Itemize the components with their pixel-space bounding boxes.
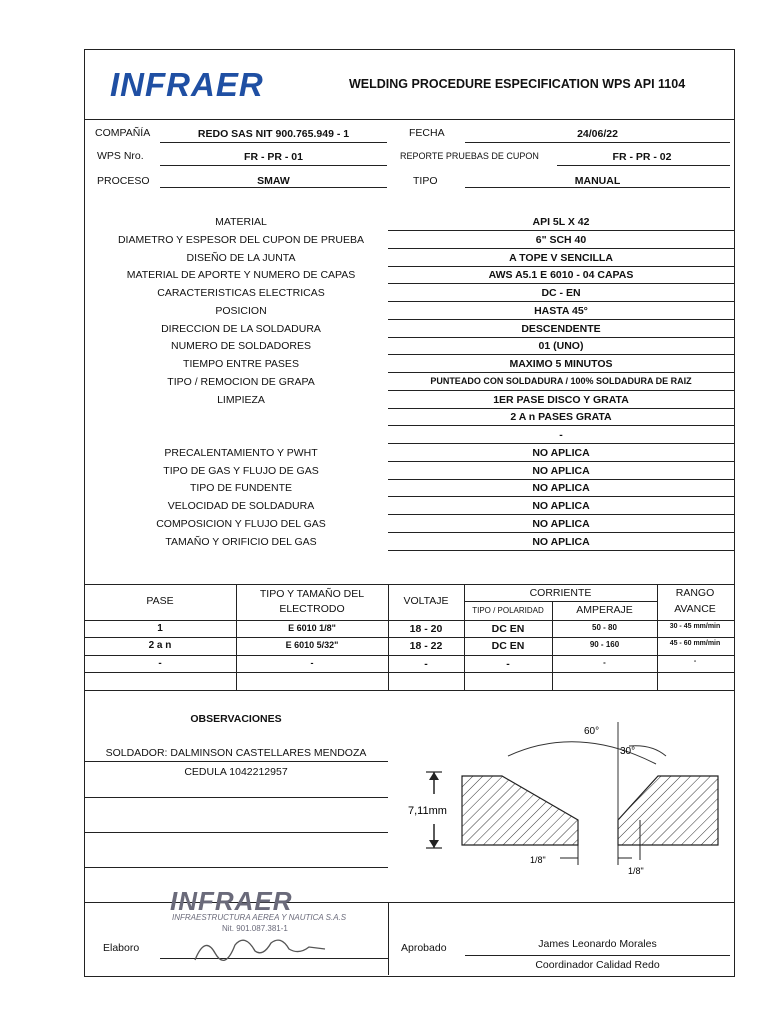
col-rango: RANGO <box>675 587 715 599</box>
table-col-line-1 <box>236 584 237 690</box>
observaciones-title: OBSERVACIONES <box>190 713 282 725</box>
param-value: NO APLICA <box>532 518 590 530</box>
col-avance: AVANCE <box>674 603 716 615</box>
fecha-label: FECHA <box>409 127 445 139</box>
wps-underline <box>160 165 387 166</box>
table-cell-voltaje: - <box>424 658 428 670</box>
table-cell-voltaje: 18 - 22 <box>409 640 443 652</box>
table-cell-polaridad: DC EN <box>491 640 525 652</box>
col-electrodo: TIPO Y TAMAÑO DEL ELECTRODO <box>259 588 365 615</box>
right-plate <box>618 776 718 845</box>
tipo-label: TIPO <box>413 175 438 187</box>
root-face-text: 1/8" <box>628 866 644 876</box>
param-underline <box>388 479 734 480</box>
angle-60-text: 60° <box>584 726 600 737</box>
param-underline <box>388 532 734 533</box>
soldador-text: SOLDADOR: DALMINSON CASTELLARES MENDOZA <box>105 747 367 759</box>
wps-label: WPS Nro. <box>97 150 144 162</box>
col-tipo-polaridad: TIPO / POLARIDAD <box>472 606 544 615</box>
compania-value: REDO SAS NIT 900.765.949 - 1 <box>197 128 350 140</box>
table-cell-pase: 2 a n <box>148 640 172 651</box>
obs-line-4 <box>84 867 388 868</box>
param-underline <box>388 550 734 551</box>
param-value: API 5L X 42 <box>532 216 590 228</box>
document-title: WELDING PROCEDURE ESPECIFICATION WPS API 1104 <box>349 77 686 91</box>
param-label: TIPO DE FUNDENTE <box>189 482 293 494</box>
cedula-text: CEDULA 1042212957 <box>184 766 288 778</box>
table-cell-polaridad: DC EN <box>491 623 525 635</box>
param-value: 1ER PASE DISCO Y GRATA <box>493 394 629 406</box>
corriente-divider <box>464 601 657 602</box>
param-underline <box>388 496 734 497</box>
param-label: POSICION <box>215 305 267 317</box>
param-value: PUNTEADO CON SOLDADURA / 100% SOLDADURA DE RAIZ <box>430 376 692 386</box>
reporte-label: REPORTE PRUEBAS DE CUPON <box>400 151 539 161</box>
table-cell-pase: 1 <box>157 623 163 634</box>
param-underline <box>388 354 734 355</box>
param-label: LIMPIEZA <box>217 394 265 406</box>
param-underline <box>388 301 734 302</box>
fecha-value: 24/06/22 <box>577 128 618 140</box>
company-logo: INFRAER <box>110 66 264 103</box>
reporte-underline <box>557 165 730 166</box>
param-value: AWS A5.1 E 6010 - 04 CAPAS <box>488 269 634 281</box>
aprobador-nombre: James Leonardo Morales <box>538 938 657 950</box>
col-corriente: CORRIENTE <box>529 587 592 599</box>
param-underline <box>388 408 734 409</box>
param-label: CARACTERISTICAS ELECTRICAS <box>157 287 325 299</box>
param-value: DESCENDENTE <box>521 323 601 335</box>
col-amperaje: AMPERAJE <box>576 604 633 616</box>
table-header-line <box>84 620 734 621</box>
proceso-value: SMAW <box>257 175 290 187</box>
company-stamp-logo: INFRAER <box>170 886 293 916</box>
table-cell-amperaje: 90 - 160 <box>589 640 620 649</box>
table-cell-amperaje: 50 - 80 <box>592 623 617 632</box>
param-label: TIEMPO ENTRE PASES <box>183 358 299 370</box>
param-value: 01 (UNO) <box>538 340 584 352</box>
obs-line-2 <box>84 797 388 798</box>
table-bottom-line <box>84 690 734 691</box>
param-value: NO APLICA <box>532 447 590 459</box>
param-label: TAMAÑO Y ORIFICIO DEL GAS <box>165 536 317 548</box>
table-row-line-2 <box>84 655 734 656</box>
compania-underline <box>160 142 387 143</box>
thickness-text: 7,11mm <box>408 805 447 817</box>
param-label: TIPO DE GAS Y FLUJO DE GAS <box>163 465 319 477</box>
param-value: NO APLICA <box>532 500 590 512</box>
param-label: DIAMETRO Y ESPESOR DEL CUPON DE PRUEBA <box>117 234 365 246</box>
reporte-value: FR - PR - 02 <box>612 151 672 163</box>
param-value: 6" SCH 40 <box>535 234 587 246</box>
header-divider <box>84 119 734 120</box>
param-label: PRECALENTAMIENTO Y PWHT <box>164 447 318 459</box>
param-label: DIRECCION DE LA SOLDADURA <box>161 323 321 335</box>
obs-box-left <box>84 832 85 867</box>
proceso-label: PROCESO <box>97 175 150 187</box>
param-value: A TOPE V SENCILLA <box>509 252 613 264</box>
elaboro-label: Elaboro <box>103 942 140 954</box>
proceso-underline <box>160 187 387 188</box>
left-plate <box>462 776 578 845</box>
param-label: MATERIAL DE APORTE Y NUMERO DE CAPAS <box>126 269 356 281</box>
param-value: 2 A n PASES GRATA <box>510 411 612 423</box>
table-row-line-3 <box>84 672 734 673</box>
table-top-line <box>84 584 734 585</box>
tipo-underline <box>465 187 730 188</box>
tipo-value: MANUAL <box>574 175 621 187</box>
param-label: DISEÑO DE LA JUNTA <box>186 252 296 264</box>
aprobado-label: Aprobado <box>401 942 447 954</box>
company-stamp-nit: Nit. 901.087.381-1 <box>222 924 288 933</box>
signature <box>185 925 335 965</box>
param-label: VELOCIDAD DE SOLDADURA <box>167 500 315 512</box>
param-underline <box>388 425 734 426</box>
table-cell-electrodo: E 6010 5/32" <box>285 640 339 650</box>
param-value: NO APLICA <box>532 465 590 477</box>
table-cell-electrodo: E 6010 1/8" <box>288 623 336 633</box>
param-underline <box>388 283 734 284</box>
param-value: NO APLICA <box>532 536 590 548</box>
param-value: DC - EN <box>541 287 581 299</box>
table-cell-amperaje: - <box>603 658 606 667</box>
table-cell-pase: - <box>158 658 162 669</box>
table-cell-electrodo: - <box>310 658 314 668</box>
aprobado-line <box>465 955 730 956</box>
param-underline <box>388 266 734 267</box>
param-label: MATERIAL <box>215 216 267 228</box>
table-cell-voltaje: 18 - 20 <box>409 623 443 635</box>
table-col-line-5 <box>657 584 658 690</box>
param-underline <box>388 461 734 462</box>
param-underline <box>388 390 734 391</box>
compania-label: COMPAÑÍA <box>95 127 151 139</box>
table-cell-avance: - <box>693 658 697 665</box>
table-cell-avance: 45 - 60 mm/min <box>669 640 721 647</box>
param-value: MAXIMO 5 MINUTOS <box>509 358 613 370</box>
param-underline <box>388 248 734 249</box>
param-underline <box>388 372 734 373</box>
param-underline <box>388 337 734 338</box>
param-label: COMPOSICION Y FLUJO DEL GAS <box>156 518 326 530</box>
fecha-underline <box>465 142 730 143</box>
param-underline <box>388 443 734 444</box>
table-cell-polaridad: - <box>506 658 510 670</box>
param-label: TIPO / REMOCION DE GRAPA <box>167 376 315 388</box>
company-stamp-sub: INFRAESTRUCTURA AEREA Y NAUTICA S.A.S <box>172 913 347 922</box>
obs-line-3 <box>84 832 388 833</box>
table-cell-avance: 30 - 45 mm/min <box>669 623 721 630</box>
col-voltaje: VOLTAJE <box>403 595 449 607</box>
gap-text: 1/8" <box>530 855 546 865</box>
table-col-line-3 <box>464 584 465 690</box>
param-value: HASTA 45° <box>534 305 588 317</box>
angle-30-text: 30° <box>620 746 636 757</box>
joint-design-diagram <box>400 720 730 880</box>
param-label: NUMERO DE SOLDADORES <box>170 340 312 352</box>
col-pase: PASE <box>146 595 174 607</box>
footer-divider <box>388 902 389 975</box>
param-value: NO APLICA <box>532 482 590 494</box>
wps-value: FR - PR - 01 <box>244 151 303 163</box>
table-row-line-1 <box>84 637 734 638</box>
aprobador-cargo: Coordinador Calidad Redo <box>535 959 660 971</box>
param-underline <box>388 319 734 320</box>
param-value: - <box>559 429 563 441</box>
param-underline <box>388 514 734 515</box>
obs-line-1 <box>84 761 388 762</box>
param-underline <box>388 230 734 231</box>
